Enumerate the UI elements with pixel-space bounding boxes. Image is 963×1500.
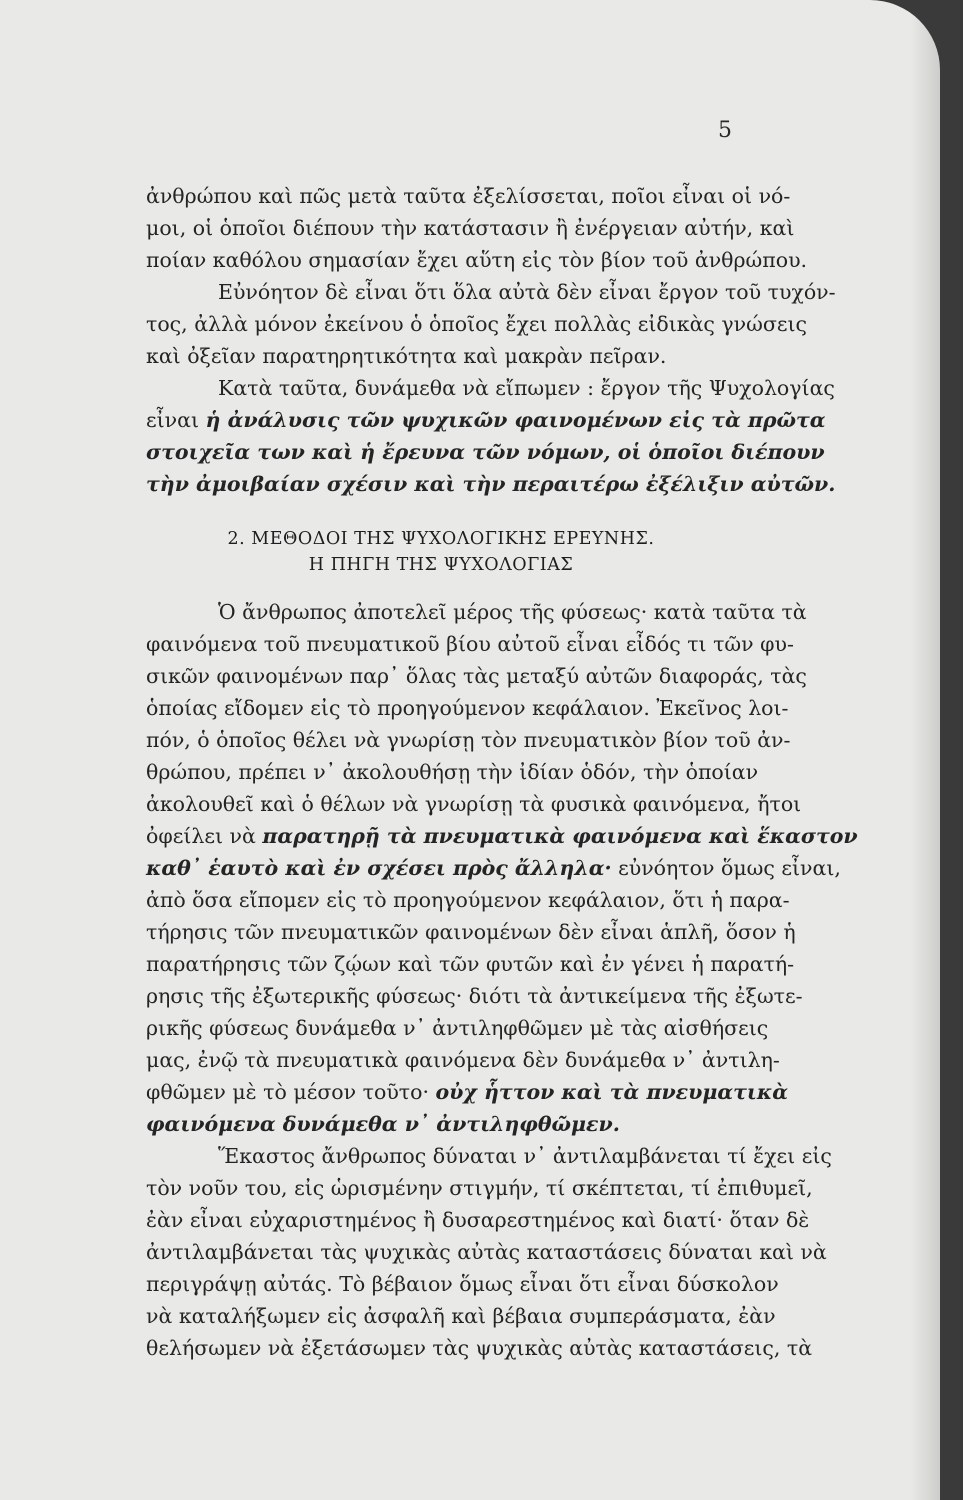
text-line	[146, 660, 807, 692]
text-segment: σικῶν φαινομένων παρ᾽ ὅλας τὰς μεταξύ αὐτῶν διαφοράς, τὰς	[146, 664, 807, 688]
text-line	[146, 1108, 736, 1140]
text-segment: μοι, οἱ ὁποῖοι διέπουν τὴν κατάστασιν ἢ ἐνέργειαν αὐτήν, καὶ	[146, 216, 795, 240]
emphasized-text: παρατηρῇ τὰ πνευματικὰ φαινόμενα καὶ ἕκαστον	[262, 824, 858, 848]
text-line	[146, 244, 808, 276]
text-segment: ὀφείλει νὰ	[146, 824, 263, 848]
body-text	[146, 180, 858, 1364]
text-segment: εὐνόητον ὅμως εἶναι,	[611, 856, 841, 880]
text-segment: μας, ἐνῷ τὰ πνευματικὰ φαινόμενα δὲν δυνάμεθα ν᾽ ἀντιλη-	[146, 1048, 780, 1072]
text-segment: ἀνθρώπου καὶ πῶς μετὰ ταῦτα ἐξελίσσεται, ποῖοι εἶναι οἱ νό-	[146, 184, 791, 208]
text-segment: ρικῆς φύσεως δυνάμεθα ν᾽ ἀντιληφθῶμεν μὲ τὰς αἰσθήσεις	[146, 1016, 769, 1040]
text-line	[146, 468, 836, 500]
emphasized-text: καθ᾽ ἑαυτὸ καὶ ἐν σχέσει πρὸς ἄλληλα·	[146, 856, 612, 880]
text-segment: περιγράψῃ αὐτάς. Τὸ βέβαιον ὅμως εἶναι ὅτι εἶναι δύσκολον	[146, 1272, 779, 1296]
text-segment: ἀκολουθεῖ καὶ ὁ θέλων νὰ γνωρίσῃ τὰ φυσικὰ φαινόμενα, ἤτοι	[146, 792, 802, 816]
text-segment: καὶ ὀξεῖαν παρατηρητικότητα καὶ μακρὰν πεῖραν.	[146, 344, 667, 368]
text-line	[146, 1076, 788, 1108]
text-segment: πόν, ὁ ὁποῖος θέλει νὰ γνωρίσῃ τὸν πνευματικὸν βίον τοῦ ἀν-	[146, 728, 791, 752]
text-line	[146, 1332, 813, 1364]
text-line	[146, 1044, 780, 1076]
section-heading: 2. ΜΕΘΟΔΟΙ ΤΗΣ ΨΥΧΟΛΟΓΙΚΗΣ ΕΡΕΥΝΗΣ.	[227, 529, 655, 549]
text-line	[146, 404, 826, 436]
text-segment: ἐὰν εἶναι εὐχαριστημένος ἢ δυσαρεστημένος καὶ διατί· ὅταν δὲ	[146, 1208, 810, 1232]
text-line	[146, 884, 790, 916]
text-segment: ὁποίας εἴδομεν εἰς τὸ προηγούμενον κεφάλαιον. Ἐκεῖνος λοι-	[146, 696, 789, 720]
text-segment: φθῶμεν μὲ τὸ μέσον τοῦτο·	[146, 1080, 436, 1104]
emphasized-text: στοιχεῖα των καὶ ἡ ἔρευνα τῶν νόμων, οἱ ὁποῖοι διέπουν	[146, 440, 825, 464]
text-segment: Κατὰ ταῦτα, δυνάμεθα νὰ εἴπωμεν : ἔργον τῆς Ψυχολογίας	[218, 376, 835, 400]
text-line	[146, 596, 807, 628]
text-line	[146, 852, 841, 884]
text-segment: νὰ καταλήξωμεν εἰς ἀσφαλῆ καὶ βέβαια συμπεράσματα, ἐὰν	[146, 1304, 776, 1328]
text-segment: ἀπὸ ὅσα εἴπομεν εἰς τὸ προηγούμενον κεφάλαιον, ὅτι ἡ παρα-	[146, 888, 790, 912]
text-line	[146, 276, 836, 308]
text-segment: Εὐνόητον δὲ εἶναι ὅτι ὅλα αὐτὰ δὲν εἶναι ἔργον τοῦ τυχόν-	[218, 280, 836, 304]
text-segment: Ἕκαστος ἄνθρωπος δύναται ν᾽ ἀντιλαμβάνεται τί ἔχει εἰς	[218, 1144, 832, 1168]
text-line	[146, 1140, 832, 1172]
emphasized-text: ἡ ἀνάλυσις τῶν ψυχικῶν φαινομένων εἰς τὰ πρῶτα	[205, 408, 826, 432]
text-segment: τήρησις τῶν πνευματικῶν φαινομένων δὲν εἶναι ἁπλῆ, ὅσον ἡ	[146, 920, 796, 944]
emphasized-text: φαινόμενα δυνάμεθα ν᾽ ἀντιληφθῶμεν.	[146, 1112, 620, 1136]
text-line	[146, 692, 789, 724]
text-line	[146, 436, 825, 468]
text-line	[146, 1236, 827, 1268]
text-segment: παρατήρησις τῶν ζῴων καὶ τῶν φυτῶν καὶ ἐν γένει ἡ παρατή-	[146, 952, 795, 976]
text-line	[146, 756, 759, 788]
text-segment: ποίαν καθόλου σημασίαν ἔχει αὕτη εἰς τὸν βίον τοῦ ἀνθρώπου.	[146, 248, 808, 272]
text-line	[146, 308, 807, 340]
page-number: 5	[718, 118, 732, 143]
text-segment: Ὁ ἄνθρωπος ἀποτελεῖ μέρος τῆς φύσεως· κατὰ ταῦτα τὰ	[218, 600, 807, 624]
text-line	[146, 788, 802, 820]
text-segment: θρώπου, πρέπει ν᾽ ἀκολουθήσῃ τὴν ἰδίαν ὁδόν, τὴν ὁποίαν	[146, 760, 759, 784]
text-line	[146, 180, 791, 212]
text-line	[146, 1172, 813, 1204]
text-segment: θελήσωμεν νὰ ἐξετάσωμεν τὰς ψυχικὰς αὐτὰς καταστάσεις, τὰ	[146, 1336, 813, 1360]
emphasized-text: οὐχ ἧττον καὶ τὰ πνευματικὰ	[435, 1080, 788, 1104]
text-segment: ἀντιλαμβάνεται τὰς ψυχικὰς αὐτὰς καταστάσεις δύναται καὶ νὰ	[146, 1240, 827, 1264]
text-line	[146, 1300, 776, 1332]
text-segment: φαινόμενα τοῦ πνευματικοῦ βίου αὐτοῦ εἶναι εἶδός τι τῶν φυ-	[146, 632, 794, 656]
text-line	[146, 212, 795, 244]
emphasized-text: τὴν ἀμοιβαίαν σχέσιν καὶ τὴν περαιτέρω ἐξέλιξιν αὐτῶν.	[146, 472, 836, 496]
text-line	[146, 1268, 779, 1300]
text-segment: τὸν νοῦν του, εἰς ὡρισμένην στιγμήν, τί σκέπτεται, τί ἐπιθυμεῖ,	[146, 1176, 813, 1200]
text-line	[146, 628, 794, 660]
text-segment: εἶναι	[146, 408, 206, 432]
text-line	[146, 340, 736, 372]
text-line	[146, 724, 791, 756]
text-line	[146, 916, 796, 948]
text-line	[146, 372, 835, 404]
section-subheading: Η ΠΗΓΗ ΤΗΣ ΨΥΧΟΛΟΓΙΑΣ	[308, 555, 574, 575]
text-line	[146, 1012, 769, 1044]
text-segment: ρησις τῆς ἐξωτερικῆς φύσεως· διότι τὰ ἀντικείμενα τῆς ἐξωτε-	[146, 984, 803, 1008]
text-line	[146, 820, 858, 852]
text-line	[146, 948, 795, 980]
text-line	[146, 1204, 810, 1236]
text-line	[146, 980, 803, 1012]
text-segment: τος, ἀλλὰ μόνον ἐκείνου ὁ ὁποῖος ἔχει πολλὰς εἰδικὰς γνώσεις	[146, 312, 807, 336]
